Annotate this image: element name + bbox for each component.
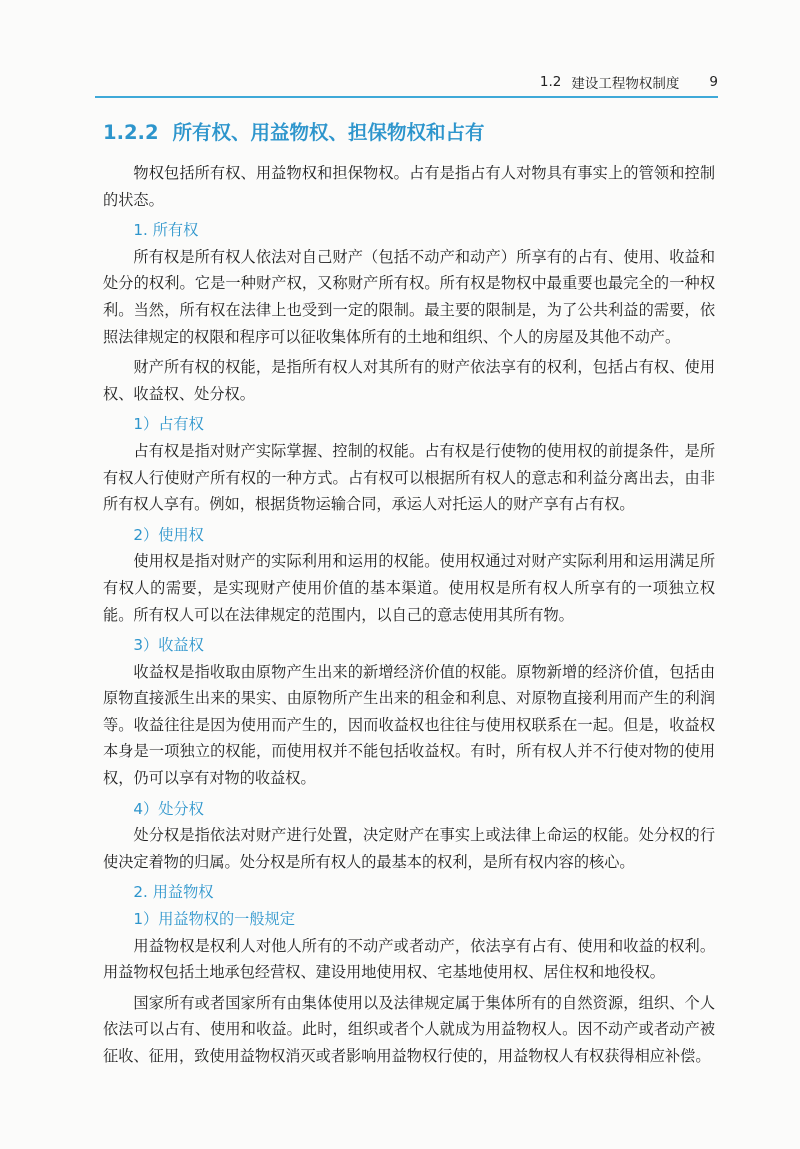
section-heading	[103, 118, 715, 148]
use-right-text: 使用权是指对财产的实际利用和运用的权能。使用权通过对财产实际利用和运用满足所有权人的需要，是实现财产使用价值的基本渠道。使用权是所有权人所享有的一项独立权能。所有权人可以在法律规定的范围内，以自己的意志使用其所有物。	[103, 552, 715, 624]
income-right-text: 收益权是指收取由原物产生出来的新增经济价值的权能。原物新增的经济价值，包括由原物直接派生出来的果实、由原物所产生出来的租金和利息、对原物直接利用而产生的利润等。收益往往是因为使用而产生的，因而收益权也往往与使用权联系在一起。但是，收益权本身是一项独立的权能，而使用权并不能包括收益权。有时，所有权人并不行使对物的使用权，仍可以享有对物的收益权。	[103, 662, 715, 788]
disposal-right-text: 处分权是指依法对财产进行处置，决定财产在事实上或法律上命运的权能。处分权的行使决定着物的归属。处分权是所有权人的最基本的权利，是所有权内容的核心。	[103, 826, 715, 871]
use-right-title: 2）使用权	[133, 525, 204, 544]
usufruct-paragraph-1: 用益物权是权利人对他人所有的不动产或者动产，依法享有占有、使用和收益的权利。用益物权包括土地承包经营权、建设用地使用权、宅基地使用权、居住权和地役权。	[103, 936, 715, 982]
disposal-right-title: 4）处分权	[133, 799, 204, 818]
page-body	[103, 118, 715, 1070]
section-number: 1.2.2	[103, 121, 159, 144]
subsection-usufruct-title: 2. 用益物权	[133, 883, 214, 902]
income-right-title: 3）收益权	[133, 636, 204, 655]
page-number: 9	[709, 74, 718, 90]
intro-paragraph: 物权包括所有权、用益物权和担保物权。占有是指占有人对物具有事实上的管领和控制的状态。	[103, 164, 715, 209]
possession-right-text: 占有权是指对财产实际掌握、控制的权能。占有权是行使物的使用权的前提条件，是所有权人行使财产所有权的一种方式。占有权可以根据所有权人的意志和利益分离出去，由非所有权人享有。例如，根据货物运输合同，承运人对托运人的财产享有占有权。	[103, 441, 715, 514]
usufruct-general-title: 1）用益物权的一般规定	[133, 910, 295, 929]
possession-right-title: 1）占有权	[133, 415, 204, 434]
running-header	[0, 72, 718, 92]
ownership-paragraph-2: 财产所有权的权能，是指所有权人对其所有的财产依法享有的权利，包括占有权、使用权、收益权、处分权。	[103, 358, 715, 403]
ownership-paragraph-1: 所有权是所有权人依法对自己财产（包括不动产和动产）所享有的占有、使用、收益和处分的权利。它是一种财产权，又称财产所有权。所有权是物权中最重要也最完全的一种权利。当然，所有权在法律上也受到一定的限制。最主要的限制是，为了公共利益的需要，依照法律规定的权限和程序可以征收集体所有的土地和组织、个人的房屋及其他不动产。	[103, 247, 715, 346]
header-rule	[95, 96, 718, 98]
usufruct-paragraph-2: 国家所有或者国家所有由集体使用以及法律规定属于集体所有的自然资源，组织、个人依法可以占有、使用和收益。此时，组织或者个人就成为用益物权人。因不动产或者动产被征收、征用，致使用益物权消灭或者影响用益物权行使的，用益物权人有权获得相应补偿。	[103, 993, 715, 1065]
header-section-number: 1.2	[539, 74, 562, 90]
header-chapter-title: 建设工程物权制度	[571, 76, 680, 92]
section-title: 所有权、用益物权、担保物权和占有	[172, 121, 485, 144]
subsection-ownership-title: 1. 所有权	[133, 221, 199, 240]
